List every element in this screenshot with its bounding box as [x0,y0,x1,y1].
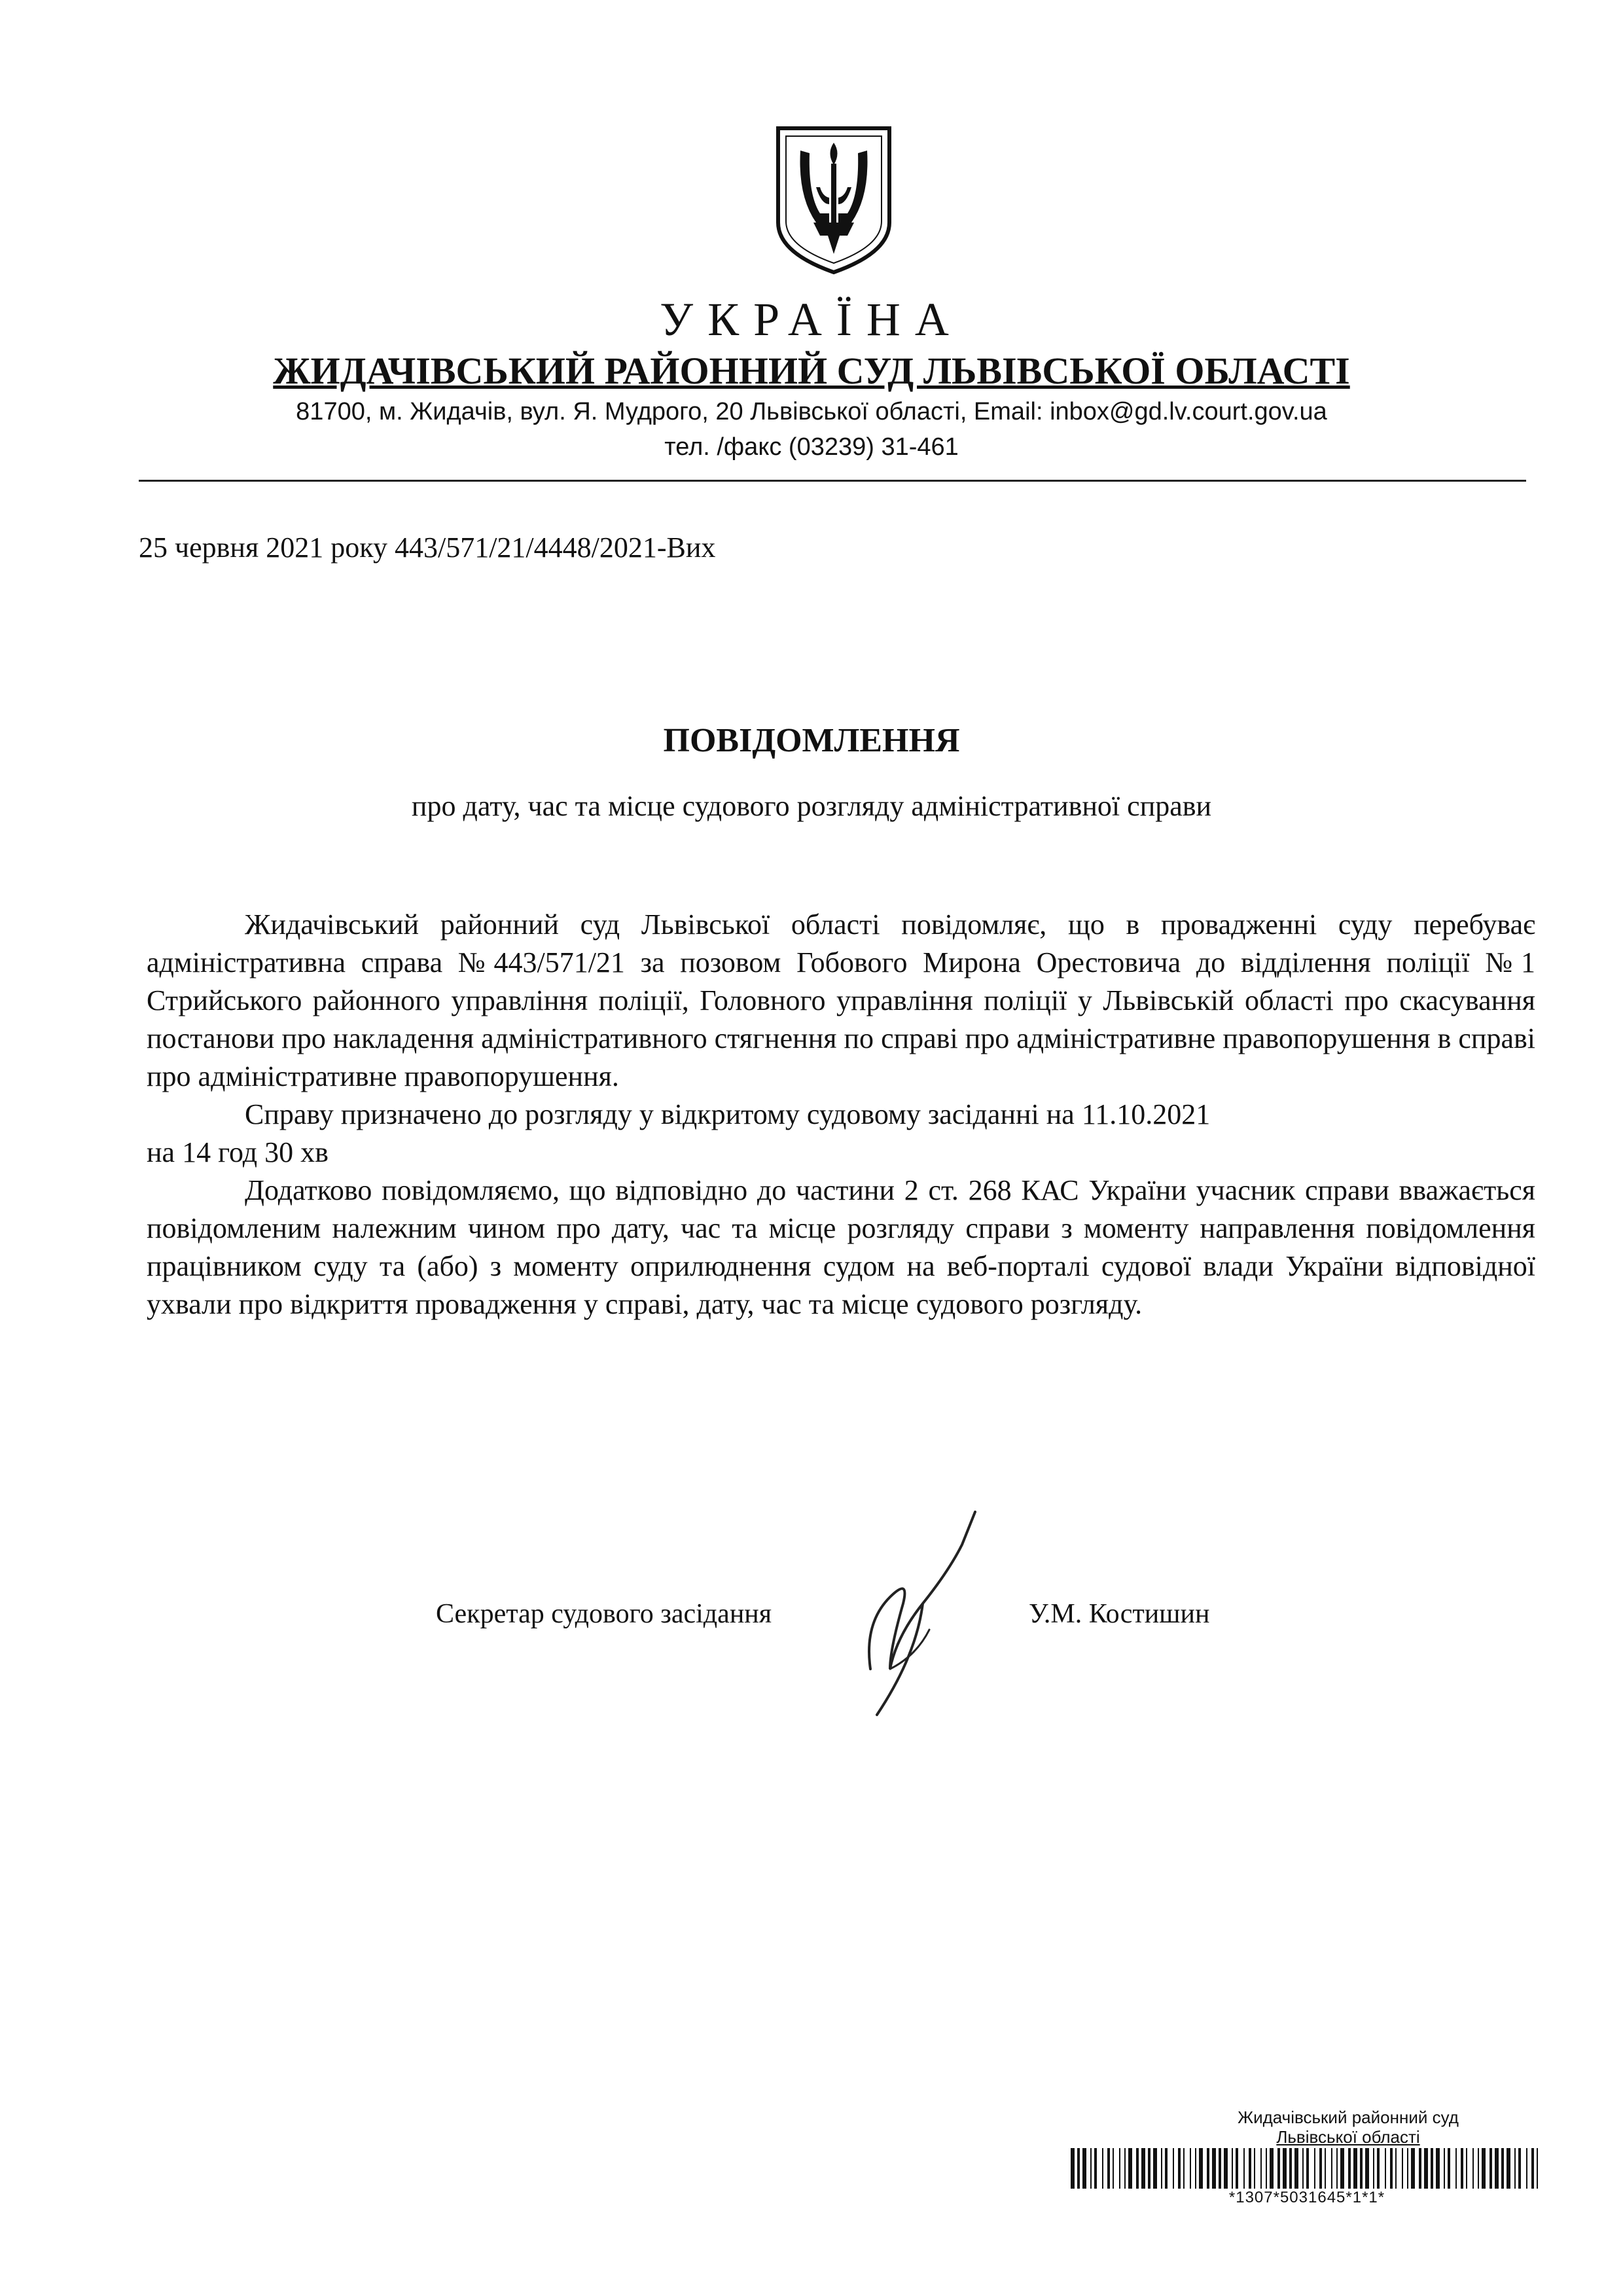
document-title: ПОВІДОМЛЕННЯ [663,722,960,759]
court-phone: тел. /факс (03239) 31-461 [664,433,959,461]
stamp-org-line-2: Львівської області [1276,2127,1420,2147]
stamp-org-line-1: Жидачівський районний суд [1238,2108,1459,2127]
document-subtitle: про дату, час та місце судового розгляду адміністративної справи [411,790,1212,822]
coat-of-arms-icon [774,124,893,276]
body-paragraph-1: Жидачівський районний суд Львівської області повідомляє, що в провадженні суду перебуває адміністративна справа №443/571/21 за позовом Гобового Мирона Орестовича до відділення поліції №1 Стрийського районного управління поліції, Головного управління поліції у Львівській області про скасування постанови про накладення адміністративного стягнення по справі про адміністративне правопорушення в справі про адміністративне правопорушення. [147,908,1535,1092]
signer-name: У.М. Костишин [1029,1599,1210,1629]
body-paragraph-2-continuation: на 14 год 30 хв [147,1136,329,1168]
barcode [1068,2148,1546,2189]
country-heading: УКРАЇНА [660,293,963,346]
court-address: 81700, м. Жидачів, вул. Я. Мудрого, 20 Львівської області, Email: inbox@gd.lv.court.gov.ua [296,398,1327,425]
header-divider [139,480,1526,482]
body-paragraph-3: Додатково повідомляємо, що відповідно до частини 2 ст. 268 КАС України учасник справи вважається повідомленим належним чином про дату, час та місце розгляду справи з моменту направлення повідомлення працівником суду та (або) з моменту оприлюднення судом на веб-порталі судової влади України відповідної ухвали про відкриття провадження у справі, дату, час та місце судового розгляду. [147,1174,1535,1320]
body-paragraph-2: Справу призначено до розгляду у відкритому судовому засіданні на 11.10.2021 [245,1098,1211,1130]
document-body [147,906,1535,1323]
barcode-text: *1307*5031645*1*1* [1228,2189,1385,2206]
signer-role: Секретар судового засідання [436,1599,772,1629]
court-name-heading: ЖИДАЧІВСЬКИЙ РАЙОННИЙ СУД ЛЬВІВСЬКОЇ ОБЛАСТІ [273,350,1350,392]
outgoing-reference: 25 червня 2021 року 443/571/21/4448/2021-Вих [139,531,716,564]
handwritten-signature [851,1505,995,1721]
